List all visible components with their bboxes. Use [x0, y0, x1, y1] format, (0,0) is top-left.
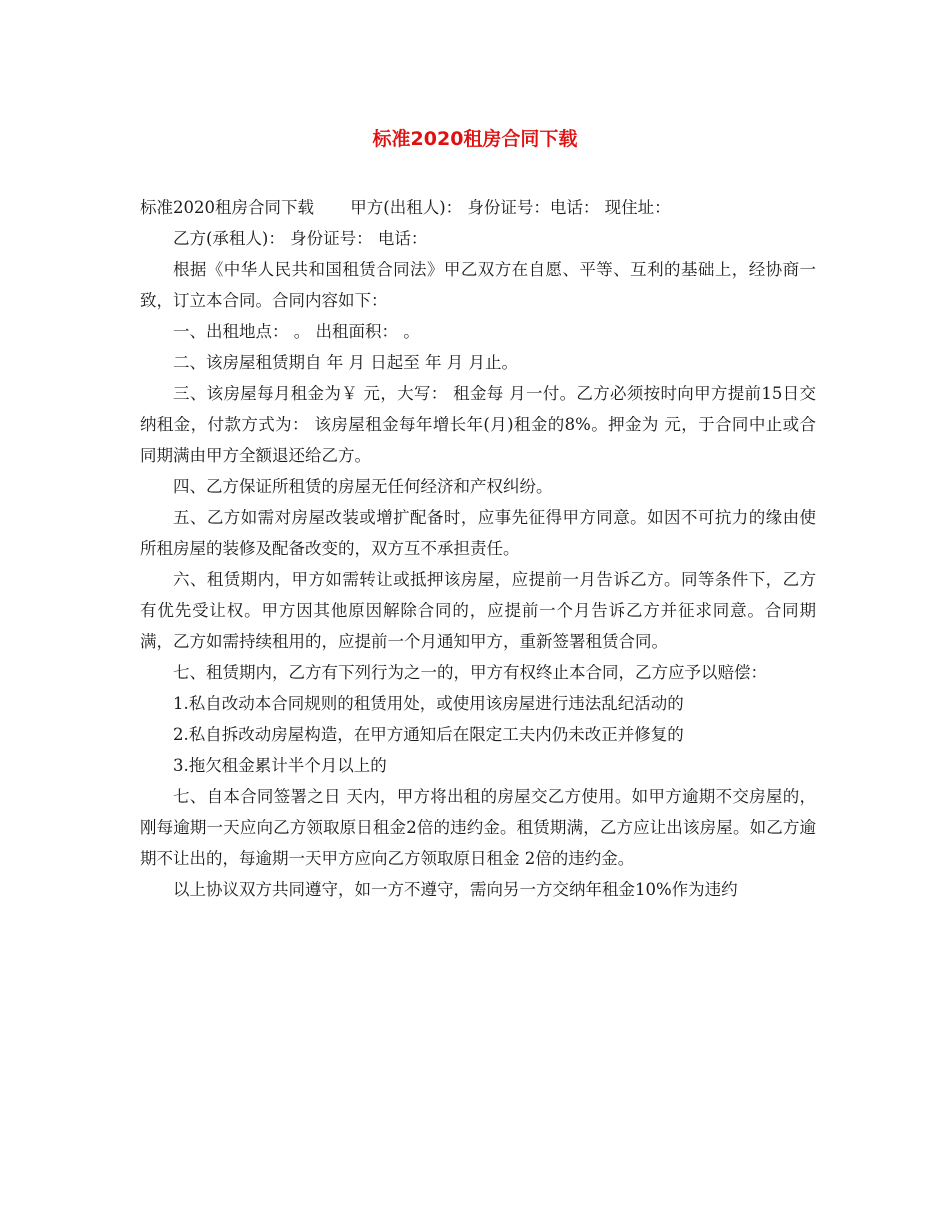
clause-7-item-1: 1.私自改动本合同规则的租赁用处，或使用该房屋进行违法乱纪活动的: [173, 694, 684, 713]
clause-7: 七、租赁期内，乙方有下列行为之一的，甲方有权终止本合同，乙方应予以赔偿：: [173, 663, 767, 682]
header-line: [140, 192, 816, 223]
header-party-a: 甲方(出租人)： 身份证号：电话： 现住址：: [350, 198, 671, 217]
clause-5: 五、乙方如需对房屋改装或增扩配备时，应事先征得甲方同意。如因不可抗力的缘由使所租房屋的装修及配备改变的，双方互不承担责任。: [140, 508, 816, 558]
header-doc-name: 标准2020租房合同下载: [140, 198, 314, 217]
clause-7-item-2: 2.私自拆改动房屋构造，在甲方通知后在限定工夫内仍未改正并修复的: [173, 725, 684, 744]
clause-1: 一、出租地点： 。 出租面积： 。: [173, 322, 420, 341]
paragraph-preamble: 根据《中华人民共和国租赁合同法》甲乙双方在自愿、平等、互利的基础上，经协商一致，订立本合同。合同内容如下：: [140, 260, 816, 310]
clause-4: 四、乙方保证所租赁的房屋无任何经济和产权纠纷。: [173, 477, 553, 496]
clause-7-item-3: 3.拖欠租金累计半个月以上的: [173, 756, 387, 775]
document-title: 标准2020租房合同下载: [372, 128, 578, 150]
clause-3: 三、该房屋每月租金为￥ 元，大写： 租金每 月一付。乙方必须按时向甲方提前15日交纳租金，付款方式为： 该房屋租金每年增长年(月)租金的8%。押金为 元，于合同中止或合同期满由甲方全额退还给乙方。: [140, 384, 816, 465]
clause-7b: 七、自本合同签署之日 天内，甲方将出租的房屋交乙方使用。如甲方逾期不交房屋的，刚每逾期一天应向乙方领取原日租金2倍的违约金。租赁期满，乙方应让出该房屋。如乙方逾期不让出的，每逾期一天甲方应向乙方领取原日租金 2倍的违约金。: [140, 787, 816, 868]
document-body: [140, 192, 816, 905]
closing-paragraph: 以上协议双方共同遵守，如一方不遵守，需向另一方交纳年租金10%作为违约: [173, 880, 738, 899]
paragraph-party-b: 乙方(承租人)： 身份证号： 电话：: [173, 229, 428, 248]
clause-2: 二、该房屋租赁期自 年 月 日起至 年 月 月止。: [173, 353, 518, 372]
clause-6: 六、租赁期内，甲方如需转让或抵押该房屋，应提前一月告诉乙方。同等条件下，乙方有优先受让权。甲方因其他原因解除合同的，应提前一个月告诉乙方并征求同意。合同期满，乙方如需持续租用的，应提前一个月通知甲方，重新签署租赁合同。: [140, 570, 816, 651]
